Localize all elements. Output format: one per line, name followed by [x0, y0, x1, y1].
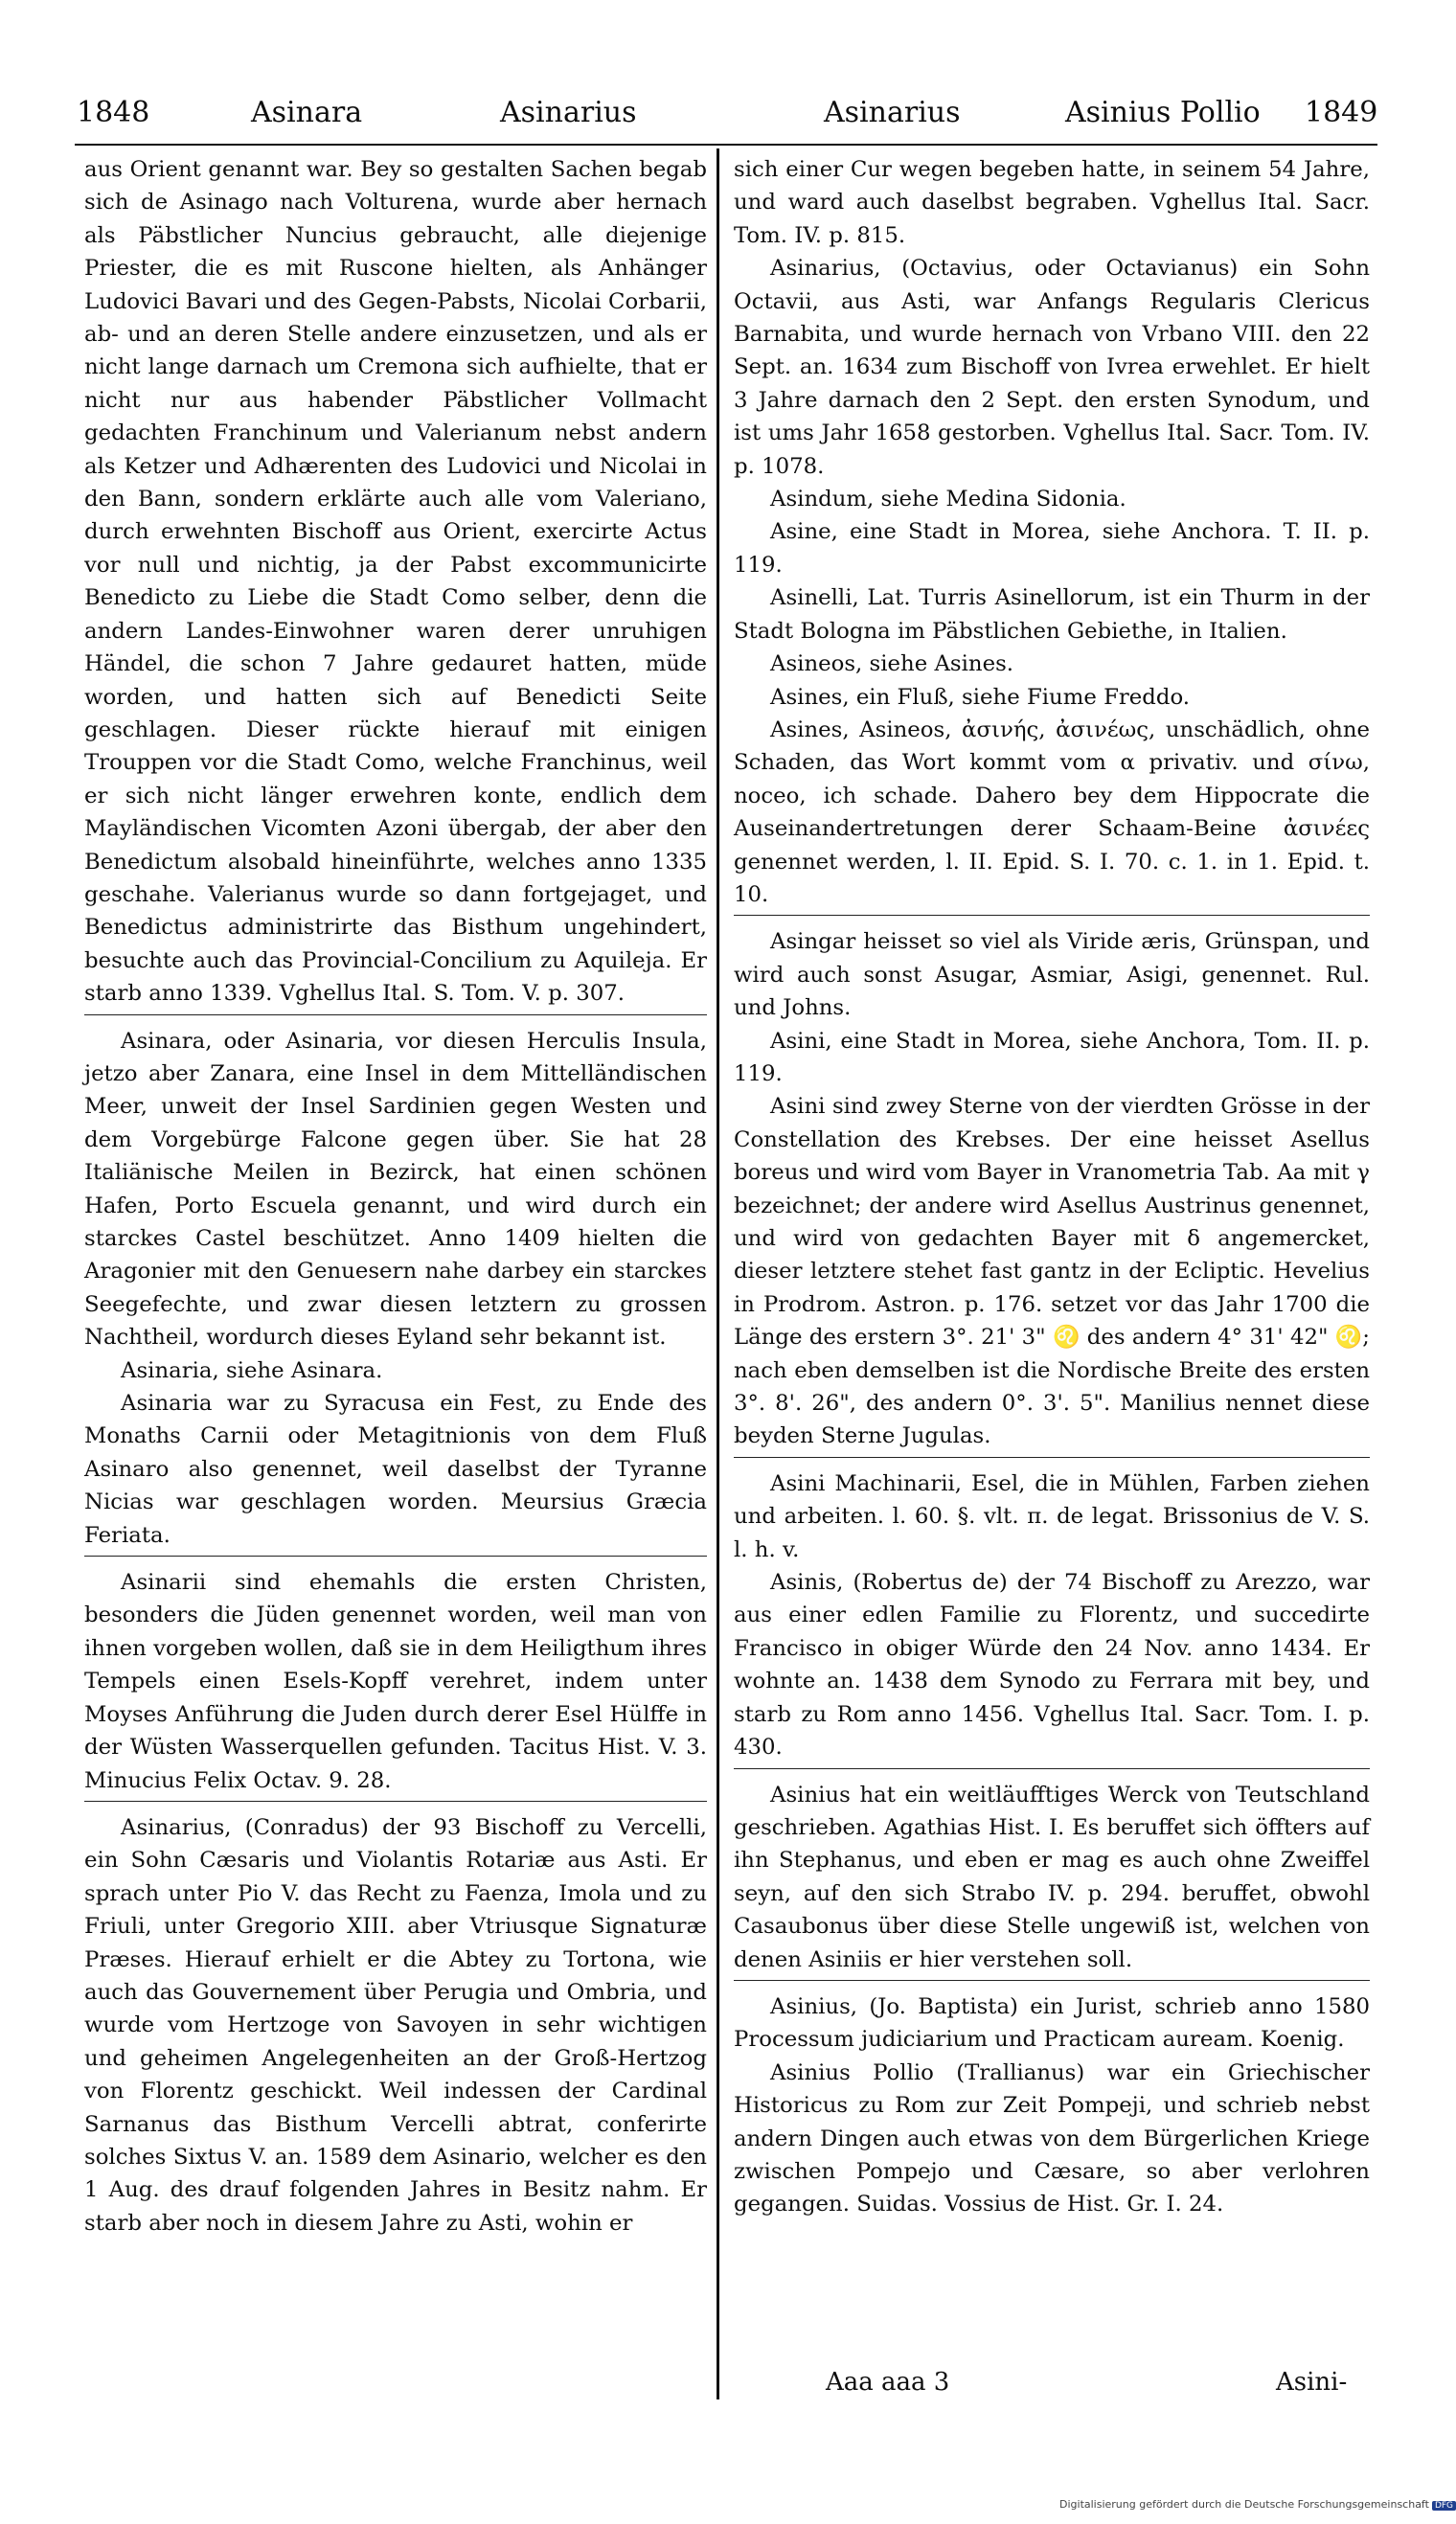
running-header: [0, 94, 1437, 140]
page-number-right: 1849: [1305, 96, 1378, 129]
entry-separator: [84, 1556, 707, 1557]
header-keyword-4: Asinius Pollio: [1065, 96, 1261, 129]
page-footer: [0, 2368, 1437, 2406]
entry-asinelli: Asinelli, Lat. Turris Asinellorum, ist ein Thurm in der Stadt Bologna im Päbstlichen Gebiethe, in Italien.: [734, 585, 1370, 644]
entry-continuation: sich einer Cur wegen begeben hatte, in seinem 54 Jahre, und ward auch daselbst begraben. Vghellus Ital. Sacr. Tom. IV. p. 815.: [734, 157, 1370, 248]
entry-asindum: Asindum, siehe Medina Sidonia.: [770, 487, 1126, 512]
entry-asines-river: Asines, ein Fluß, siehe Fiume Freddo.: [770, 684, 1191, 710]
entry-asineos: Asineos, siehe Asines.: [770, 651, 1014, 677]
entry-asingar: Asingar heisset so viel als Viride æris, Grünspan, und wird auch sonst Asugar, Asmiar, Asigi, genennet. Rul. und Johns.: [734, 929, 1370, 1021]
entry-separator: [734, 1980, 1370, 1981]
dfg-logo: DFG: [1432, 2501, 1456, 2511]
entry-asini-machinarii: Asini Machinarii, Esel, die in Mühlen, Farben ziehen und arbeiten. l. 60. §. vlt. π. de legat. Brissonius de V. S. l. h. v.: [734, 1470, 1370, 1562]
signature-mark: Aaa aaa 3: [826, 2368, 950, 2397]
entry-asinara: Asinara, oder Asinaria, vor diesen Herculis Insula, jetzo aber Zanara, eine Insel in dem Mittelländischen Meer, unweit der Insel Sardinien gegen Westen und dem Vorgebürge Falcone gegen über. Sie hat 28 Italiänische Meilen in Bezirck, hat einen schönen Hafen, Porto Escuela genannt, und wird durch ein starckes Castel beschützet. Anno 1409 hielten die Aragonier mit den Genuesern nahe darbey ein starckes Seegefechte, und zwar diesen letztern zu grossen Nachtheil, wordurch dieses Eyland sehr bekannt ist.: [84, 1028, 707, 1351]
entry-asini-stars: Asini sind zwey Sterne von der vierdten Grösse in der Constellation des Krebses. Der eine heisset Asellus boreus und wird vom Bayer in Vranometria Tab. Aa mit γ bezeichnet; der andere wird Asellus Austrinus genennet, und wird von gedachten Bayer mit δ angemercket, dieser letztere stehet fast gantz in der Ecliptic. Hevelius in Prodrom. Astron. p. 176. setzet vor das Jahr 1700 die Länge des erstern 3°. 21' 3" ♌ des andern 4° 31' 42" ♌; nach eben demselben ist die Nordische Breite des ersten 3°. 8'. 26", des andern 0°. 3'. 5". Manilius nennet diese beyden Sterne Jugulas.: [734, 1094, 1370, 1449]
left-column: [84, 153, 707, 2240]
entry-separator: [734, 1457, 1370, 1458]
header-rule: [75, 144, 1377, 146]
entry-separator: [734, 915, 1370, 916]
entry-asinius: Asinius hat ein weitläufftiges Werck von Teutschland geschrieben. Agathias Hist. I. Es beruffet sich öffters auf ihn Stephanus, und eben er mag es auch ohne Zweiffel seyn, auf den sich Strabo IV. p. 294. beruffet, obwohl Casaubonus über diese Stelle ungewiß ist, welchen von denen Asiniis er hier verstehen soll.: [734, 1782, 1370, 1972]
credit-text: Digitalisierung gefördert durch die Deutsche Forschungsgemeinschaft: [1059, 2498, 1429, 2511]
entry-continuation: aus Orient genannt war. Bey so gestalten Sachen begab sich de Asinago nach Volturena, wurde aber hernach als Päbstlicher Nuncius gebraucht, alle diejenige Priester, die es mit Ruscone hielten, als Anhänger Ludovici Bavari und des Gegen-Pabsts, Nicolai Corbarii, ab- und an deren Stelle andere einzusetzen, und als er nicht lange darnach um Cremona sich aufhielte, that er nicht nur aus habender Päbstlicher Vollmacht gedachten Franchinum und Valerianum nebst andern als Ketzer und Adhærenten des Ludovici und Nicolai in den Bann, sondern erklärte auch alle vom Valeriano, durch erwehnten Bischoff aus Orient, exercirte Actus vor null und nichtig, ja der Pabst excommunicirte Benedicto zu Liebe die Stadt Como selber, denn die andern Landes-Einwohner waren derer unruhigen Händel, die schon 7 Jahre gedauret hatten, müde worden, und hatten sich auf Benedicti Seite geschlagen. Dieser rückte hierauf mit einigen Trouppen vor die Stadt Como, welche Franchinus, weil er sich nicht länger erwehren konte, endlich dem Mayländischen Vicomten Azoni übergab, der aber den Benedictum alsobald hineinführte, welches anno 1335 geschahe. Valerianus wurde so dann fortgejaget, und Benedictus administrirte das Bisthum ungehindert, besuchte auch das Provincial-Concilium zu Aquileja. Er starb anno 1339. Vghellus Ital. S. Tom. V. p. 307.: [84, 157, 707, 1007]
entry-asinaria-fest: Asinaria war zu Syracusa ein Fest, zu Ende des Monaths Carnii oder Metagitnionis von dem Fluß Asinaro also genennet, weil daselbst der Tyranne Nicias war geschlagen worden. Meursius Græcia Feriata.: [84, 1391, 707, 1548]
header-keyword-3: Asinarius: [824, 96, 961, 129]
entry-separator: [84, 1801, 707, 1802]
catchword: Asini-: [1276, 2368, 1348, 2397]
entry-asines-greek: Asines, Asineos, ἀσινής, ἀσινέως, unschädlich, ohne Schaden, das Wort kommt vom α privativ. und σίνω, noceo, ich schade. Dahero bey dem Hippocrate die Auseinandertretungen derer Schaam-Beine ἀσινέες genennet werden, l. II. Epid. S. I. 70. c. 1. in 1. Epid. t. 10.: [734, 716, 1370, 907]
entry-asinius-pollio: Asinius Pollio (Trallianus) war ein Griechischer Historicus zu Rom zur Zeit Pompeji, und schrieb nebst andern Dingen auch etwas von dem Bürgerlichen Kriege zwischen Pompejo und Cæsare, so aber verlohren gegangen. Suidas. Vossius de Hist. Gr. I. 24.: [734, 2059, 1370, 2217]
digitization-credit: [1059, 2498, 1456, 2511]
column-divider: [717, 148, 719, 2399]
header-keyword-2: Asinarius: [500, 96, 637, 129]
entry-asinaria-ref: Asinaria, siehe Asinara.: [121, 1357, 383, 1383]
entry-separator: [84, 1014, 707, 1015]
header-keyword-1: Asinara: [251, 96, 363, 129]
right-column: [734, 153, 1370, 2221]
entry-asinarii: Asinarii sind ehemahls die ersten Christen, besonders die Jüden genennet worden, weil man von ihnen vorgeben wollen, daß sie in dem Heiligthum ihres Tempels einen Esels-Kopff verehret, indem unter Moyses Anführung die Juden durch derer Esel Hülffe in der Wüsten Wasserquellen gefunden. Tacitus Hist. V. 3. Minucius Felix Octav. 9. 28.: [84, 1570, 708, 1793]
entry-separator: [734, 1768, 1370, 1769]
entry-asinarius-conradus: Asinarius, (Conradus) der 93 Bischoff zu Vercelli, ein Sohn Cæsaris und Violantis Rotariæ aus Asti. Er sprach unter Pio V. das Recht zu Faenza, Imola und zu Friuli, unter Gregorio XIII. aber Vtriusque Signaturæ Præses. Hierauf erhielt er die Abtey zu Tortona, wie auch das Gouvernement über Perugia und Ombria, und wurde vom Hertzoge von Savoyen in sehr wichtigen und geheimen Angelegenheiten an der Groß-Hertzog von Florentz geschickt. Weil indessen der Cardinal Sarnanus das Bisthum Vercelli abtrat, conferirte solches Sixtus V. an. 1589 dem Asinario, welcher es den 1 Aug. des drauf folgenden Jahres in Besitz nahm. Er starb aber noch in diesem Jahre zu Asti, wohin er: [84, 1814, 707, 2236]
entry-asinis: Asinis, (Robertus de) der 74 Bischoff zu Arezzo, war aus einer edlen Familie zu Florentz, und succedirte Francisco in obiger Würde den 24 Nov. anno 1434. Er wohnte an. 1438 dem Synodo zu Ferrara mit bey, und starb zu Rom anno 1456. Vghellus Ital. Sacr. Tom. I. p. 430.: [734, 1570, 1370, 1761]
page-number-left: 1848: [77, 96, 150, 129]
entry-asinius-baptista: Asinius, (Jo. Baptista) ein Jurist, schrieb anno 1580 Processum judiciarium und Practicam auream. Koenig.: [734, 1993, 1370, 2053]
entry-asine: Asine, eine Stadt in Morea, siehe Anchora. T. II. p. 119.: [734, 519, 1370, 578]
entry-asini-city: Asini, eine Stadt in Morea, siehe Anchora, Tom. II. p. 119.: [734, 1028, 1370, 1086]
entry-asinarius-octavius: Asinarius, (Octavius, oder Octavianus) ein Sohn Octavii, aus Asti, war Anfangs Regularis Clericus Barnabita, und wurde hernach von Vrbano VIII. den 22 Sept. an. 1634 zum Bischoff von Ivrea erwehlet. Er hielt 3 Jahre darnach den 2 Sept. den ersten Synodum, und ist ums Jahr 1658 gestorben. Vghellus Ital. Sacr. Tom. IV. p. 1078.: [734, 256, 1370, 479]
